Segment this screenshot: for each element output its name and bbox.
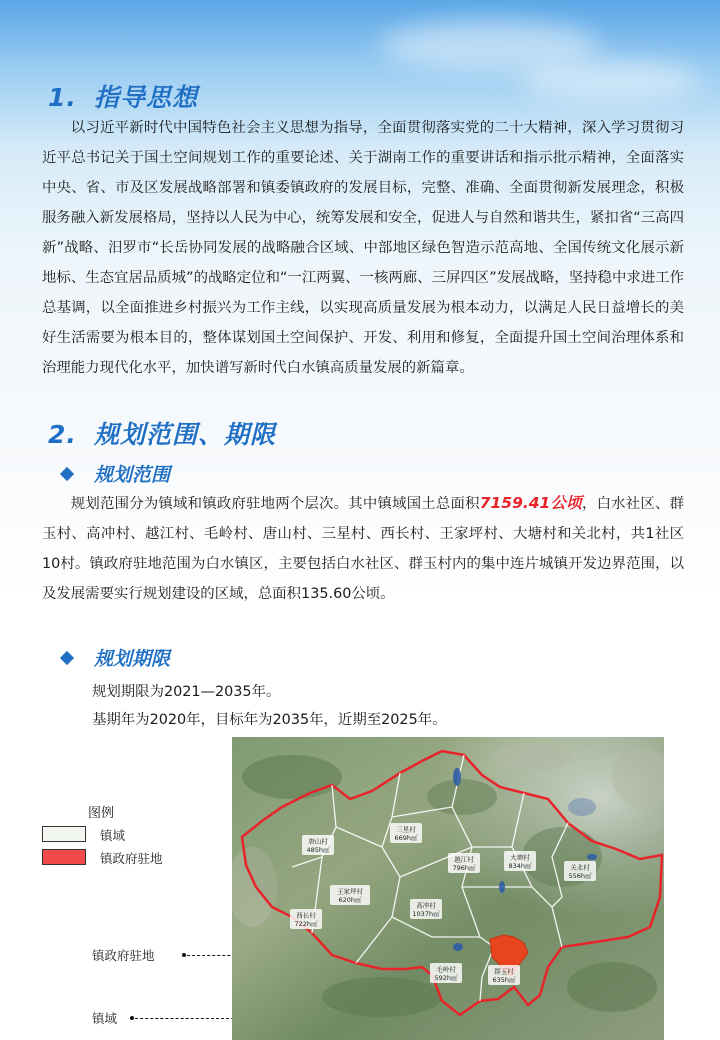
legend-label-town: 镇域: [100, 828, 126, 843]
section1-body: 以习近平新时代中国特色社会主义思想为指导，全面贯彻落实党的二十大精神，深入学习贯彻习近平总书记关于国土空间规划工作的重要论述、关于湖南工作的重要讲话和指示批示精神，全面落实中央、省、市及区发展战略部署和镇委镇政府的发展目标，完整、准确、全面贯彻新发展理念，积极服务融入新发展格局，坚持以人民为中心，统筹发展和安全，促进人与自然和谐共生，紧扣省“三高四新”战略、汨罗市“长岳协同发展的战略融合区域、中部地区绿色智造示范高地、全国传统文化展示新地标、生态宜居品质城”的战略定位和“一江两翼、一核两廊、三屏四区”发展战略，坚持稳中求进工作总基调，以全面推进乡村振兴为工作主线，以实现高质量发展为根本动力，以满足人民日益增长的美好生活需要为根本目的，整体谋划国土空间保护、开发、利用和修复，全面提升国土空间治理体系和治理能力现代化水平，加快谱写新时代白水镇高质量发展的新篇章。: [42, 120, 684, 376]
village-area: 485h㎡: [306, 846, 330, 854]
village-label: [564, 861, 596, 881]
legend-label-seat: 镇政府驻地: [100, 851, 163, 866]
legend-title: 图例: [88, 806, 115, 821]
village-area: 635h㎡: [492, 976, 516, 984]
scope-title: 规划范围: [94, 464, 171, 486]
village-name: 王家坪村: [337, 887, 363, 896]
village-label: [330, 885, 370, 905]
village-label: [290, 909, 322, 929]
section1-title: 指导思想: [94, 83, 199, 112]
village-label: [410, 899, 442, 919]
period-line-2: 基期年为2020年，目标年为2035年，近期至2025年。: [92, 712, 447, 728]
scope-text-before: 规划范围分为镇域和镇政府驻地两个层次。其中镇域国土总面积: [70, 496, 480, 512]
callout-label-seat: 镇政府驻地: [92, 948, 155, 963]
callout-label-town: 镇域: [92, 1011, 118, 1026]
callout-dot: [182, 953, 186, 957]
section2-number: 2.: [48, 420, 77, 449]
village-label: [504, 851, 536, 871]
diamond-bullet-icon: [60, 651, 74, 665]
cloud-decoration: [520, 60, 700, 100]
village-area: 834h㎡: [508, 862, 532, 870]
village-label: [302, 835, 334, 855]
village-area: 556h㎡: [568, 872, 592, 880]
village-name: 大塘村: [510, 853, 530, 862]
village-area: 1037h㎡: [412, 910, 440, 918]
section1-number: 1.: [48, 83, 77, 112]
village-name: 西长村: [296, 911, 316, 920]
village-label: [448, 853, 480, 873]
section2-heading: [48, 415, 276, 451]
scope-heading: [62, 460, 170, 487]
section2-title: 规划范围、期限: [94, 420, 277, 449]
village-name: 越江村: [454, 855, 474, 864]
village-label: [430, 963, 462, 983]
section1-heading: [48, 78, 198, 114]
scope-body: [42, 488, 684, 609]
village-area: 796h㎡: [452, 864, 476, 872]
village-name: 关北村: [570, 863, 590, 872]
village-name: 三星村: [396, 825, 416, 834]
village-area: 669h㎡: [394, 834, 418, 842]
village-label: [390, 823, 422, 843]
village-name: 群玉村: [494, 967, 514, 976]
callout-dot: [130, 1016, 134, 1020]
village-area: 592h㎡: [434, 974, 458, 982]
village-name: 高冲村: [416, 901, 436, 910]
village-area: 620h㎡: [338, 896, 362, 904]
period-title: 规划期限: [94, 648, 171, 670]
village-label: [488, 965, 520, 985]
scope-text-after: ，白水社区、群玉村、高冲村、越江村、毛岭村、唐山村、三星村、西长村、王家坪村、大塘村和关北村，共1社区10村。镇政府驻地范围为白水镇区，主要包括白水社区、群玉村内的集中连片城镇开发边界范围，以及发展需要实行规划建设的区域，总面积135.60公顷。: [42, 496, 684, 602]
planning-map: [232, 737, 664, 1040]
village-name: 唐山村: [308, 837, 328, 846]
period-heading: [62, 644, 170, 671]
village-name: 毛岭村: [436, 965, 456, 974]
village-area: 722h㎡: [294, 920, 318, 928]
legend-swatch-seat: [42, 849, 86, 865]
total-area-highlight: 7159.41公顷: [479, 494, 582, 512]
period-line-1: 规划期限为2021—2035年。: [92, 684, 281, 700]
legend-swatch-town: [42, 826, 86, 842]
diamond-bullet-icon: [60, 467, 74, 481]
